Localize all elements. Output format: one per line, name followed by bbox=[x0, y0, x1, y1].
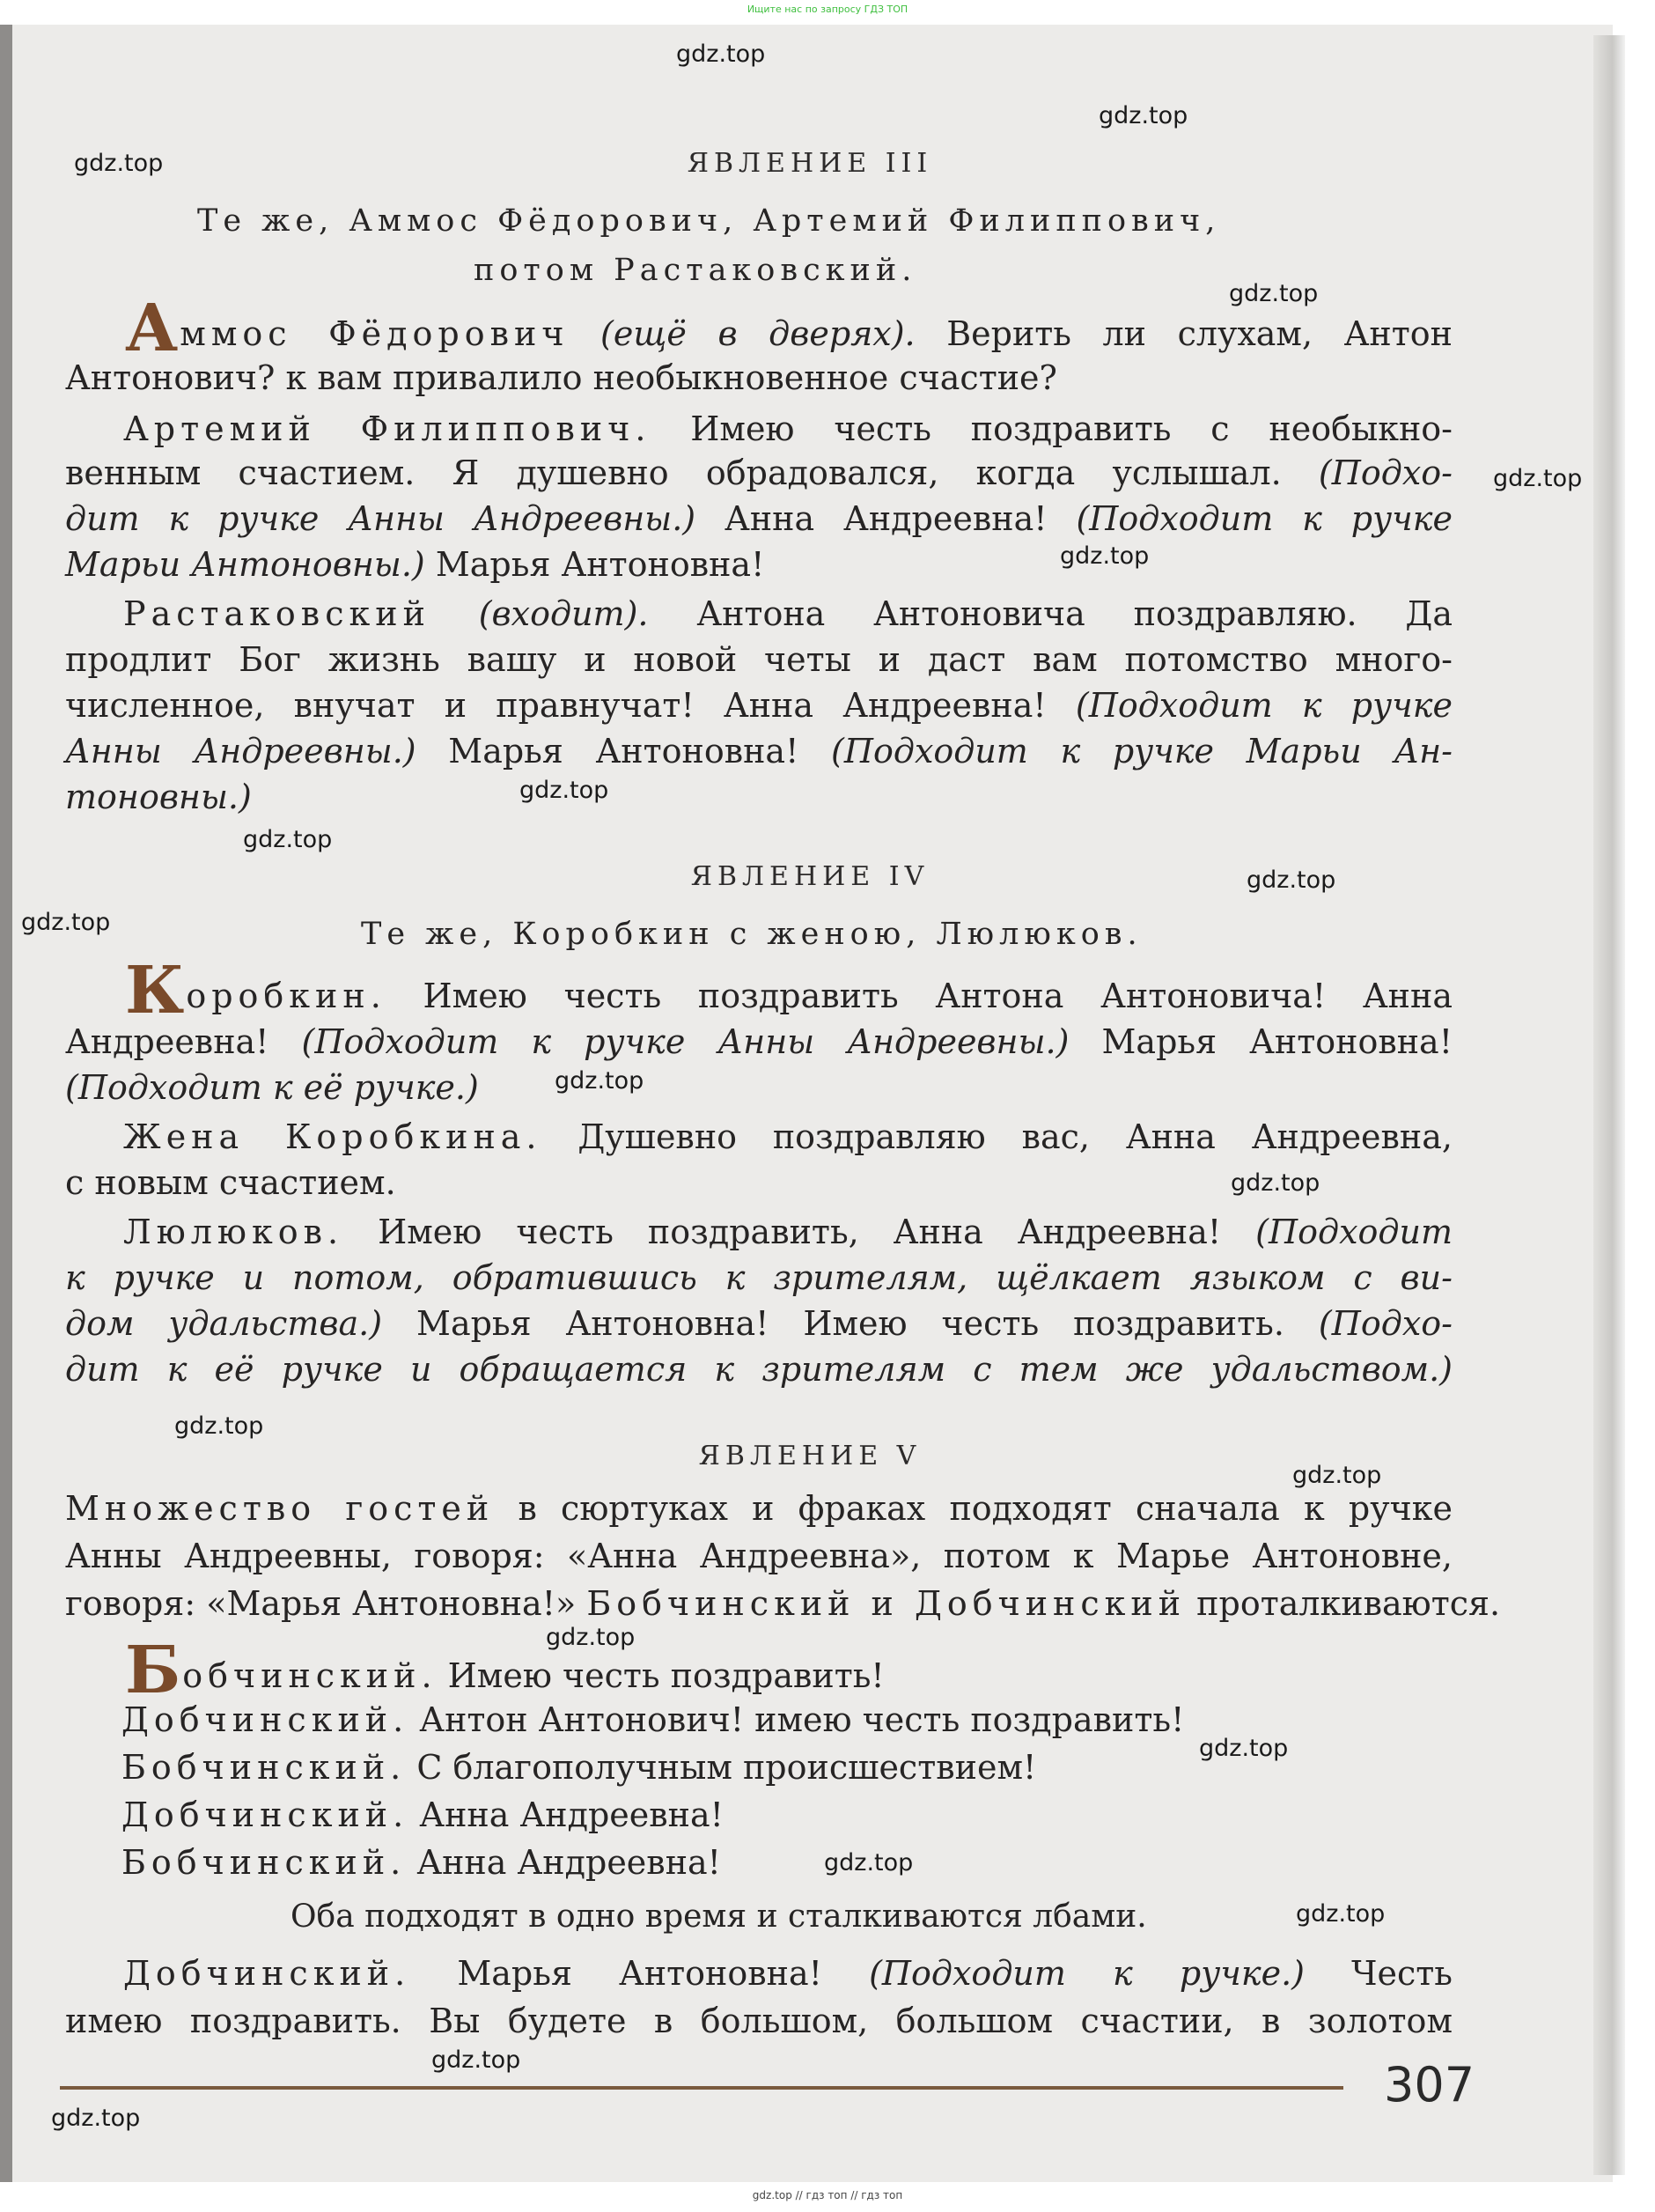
speaker-name: оробкин. bbox=[186, 977, 386, 1015]
dialogue-line bbox=[65, 729, 1453, 773]
watermark: gdz.top bbox=[519, 777, 609, 804]
watermark: gdz.top bbox=[1296, 1900, 1386, 1928]
dialogue-text: Марья Антоновна! bbox=[1101, 1022, 1453, 1061]
watermark: gdz.top bbox=[1493, 465, 1583, 492]
page-number: 307 bbox=[1384, 2057, 1475, 2112]
dialogue-line bbox=[65, 1486, 1453, 1530]
dialogue-line bbox=[121, 1840, 721, 1884]
stage-direction: Марьи Антоновны.) bbox=[65, 545, 425, 584]
dialogue-line bbox=[65, 542, 764, 586]
dialogue-text: С благополучным происшествием! bbox=[416, 1748, 1037, 1787]
dialogue-line bbox=[123, 1115, 1453, 1159]
dialogue-text: Антона Антоновича поздравляю. Да bbox=[696, 594, 1453, 633]
drop-cap: К bbox=[125, 953, 185, 1029]
dialogue-text: проталкиваются. bbox=[1196, 1584, 1501, 1623]
drop-cap: А bbox=[125, 291, 179, 366]
watermark: gdz.top bbox=[546, 1624, 636, 1651]
speaker-name: Жена Коробкина. bbox=[123, 1117, 542, 1156]
speaker-name: Добчинский. bbox=[123, 1954, 411, 1993]
stage-direction: (Подхо- bbox=[1318, 453, 1453, 492]
watermark: gdz.top bbox=[21, 909, 111, 936]
stage-direction: дом удальства.) bbox=[65, 1304, 383, 1343]
watermark: gdz.top bbox=[1099, 102, 1188, 129]
watermark: gdz.top bbox=[51, 2105, 141, 2132]
bottom-note: gdz.top // гдз топ // гдз топ bbox=[752, 2189, 903, 2201]
dialogue-text: говоря: «Марья Антоновна!» bbox=[65, 1584, 577, 1623]
dialogue-text: Анна Андреевна! bbox=[416, 1843, 721, 1882]
stage-direction: к ручке и потом, обратившись к зрителям, щёлкает языком с ви- bbox=[65, 1258, 1453, 1297]
dialogue-line: Антонович? к вам привалило необыкновенное счастие? bbox=[65, 358, 1057, 397]
scene-heading: ЯВЛЕНИЕ V bbox=[698, 1441, 922, 1471]
drop-cap: Б bbox=[125, 1633, 181, 1708]
speaker-name: Бобчинский. bbox=[121, 1843, 407, 1882]
watermark: gdz.top bbox=[431, 2046, 521, 2074]
dialogue-line bbox=[65, 497, 1453, 541]
speaker-name: ммос Фёдорович bbox=[180, 314, 570, 353]
speaker-name: обчинский. bbox=[182, 1656, 438, 1695]
dialogue-text: Имею честь поздравить с необыкно- bbox=[690, 409, 1453, 448]
stage-direction: (Подходит к её ручке.) bbox=[65, 1068, 479, 1107]
cast-list: Те же, Коробкин с женою, Люлюков. bbox=[361, 917, 1143, 952]
stage-direction: (Подходит к ручке Анны Андреевны.) bbox=[301, 1022, 1070, 1061]
watermark: gdz.top bbox=[1060, 542, 1150, 570]
watermark: gdz.top bbox=[1292, 1462, 1382, 1489]
stage-direction: дит к её ручке и обращается к зрителям с тем же удальством.) bbox=[65, 1350, 1453, 1389]
speaker-name: Люлюков. bbox=[123, 1213, 344, 1251]
stage-direction: тоновны.) bbox=[65, 778, 252, 816]
stage-direction: (Подходит bbox=[1255, 1213, 1453, 1251]
page-left-edge bbox=[0, 25, 12, 2182]
dialogue-text: в сюртуках и фраках подходят сначала к ручке bbox=[518, 1489, 1453, 1528]
watermark: gdz.top bbox=[1199, 1735, 1289, 1762]
speaker-name: Артемий Филиппович. bbox=[123, 409, 651, 448]
dialogue-text: Имею честь поздравить! bbox=[447, 1656, 885, 1695]
speaker-name: Растаковский bbox=[123, 594, 430, 633]
dialogue-line: Анны Андреевны, говоря: «Анна Андреевна», потом к Марье Антоновне, bbox=[65, 1537, 1453, 1575]
scene-heading: ЯВЛЕНИЕ IV bbox=[690, 861, 930, 892]
dialogue-line bbox=[65, 683, 1453, 727]
dialogue-text: численное, внучат и правнучат! Анна Андреевна! bbox=[65, 686, 1047, 725]
dialogue-text: Имею честь поздравить, Анна Андреевна! bbox=[378, 1213, 1222, 1251]
watermark: gdz.top bbox=[824, 1849, 914, 1877]
speaker-name: Множество гостей bbox=[65, 1489, 495, 1528]
dialogue-text: Марья Антоновна! bbox=[448, 732, 799, 771]
stage-direction: Оба подходят в одно время и сталкиваются лбами. bbox=[291, 1899, 1147, 1935]
dialogue-line bbox=[121, 1745, 1036, 1789]
dialogue-text: Андреевна! bbox=[65, 1022, 269, 1061]
dialogue-line bbox=[125, 953, 1453, 1029]
stage-direction: (ещё в дверях). bbox=[600, 314, 916, 353]
stage-direction: (Подходит к ручке bbox=[1076, 499, 1453, 538]
page-right-edge bbox=[1593, 35, 1625, 2175]
dialogue-text: Анна Андреевна! bbox=[725, 499, 1048, 538]
top-note: Ищите нас по запросу ГДЗ ТОП bbox=[747, 4, 908, 15]
stage-direction: (входит). bbox=[478, 594, 649, 633]
dialogue-line bbox=[123, 1951, 1453, 1995]
dialogue-text: Анна Андреевна! bbox=[419, 1795, 724, 1834]
cast-list: Те же, Аммос Фёдорович, Артемий Филиппович, bbox=[197, 203, 1221, 239]
dialogue-text: Марья Антоновна! bbox=[457, 1954, 822, 1993]
stage-direction: (Подходит к ручке bbox=[1075, 686, 1453, 725]
dialogue-line bbox=[121, 1793, 724, 1837]
dialogue-line bbox=[121, 1698, 1184, 1742]
dialogue-text: венным счастием. Я душевно обрадовался, когда услышал. bbox=[65, 453, 1282, 492]
watermark: gdz.top bbox=[243, 826, 333, 853]
dialogue-text: Верить ли слухам, Антон bbox=[946, 314, 1453, 353]
watermark: gdz.top bbox=[1229, 280, 1319, 307]
footer-rule bbox=[60, 2086, 1343, 2090]
speaker-name: Добчинский. bbox=[121, 1700, 409, 1739]
watermark: gdz.top bbox=[1231, 1169, 1320, 1197]
dialogue-text: Марья Антоновна! bbox=[435, 545, 765, 584]
dialogue-text: Душевно поздравляю вас, Анна Андреевна, bbox=[577, 1117, 1453, 1156]
watermark: gdz.top bbox=[174, 1412, 264, 1440]
dialogue-line bbox=[65, 1582, 1501, 1626]
dialogue-line bbox=[123, 592, 1453, 636]
stage-direction: (Подходит к ручке Марьи Ан- bbox=[831, 732, 1453, 771]
dialogue-line: продлит Бог жизнь вашу и новой четы и даст вам потомство много- bbox=[65, 640, 1453, 679]
speaker-name: Бобчинский и Добчинский bbox=[586, 1584, 1187, 1623]
stage-direction: (Подхо- bbox=[1318, 1304, 1453, 1343]
watermark: gdz.top bbox=[74, 150, 164, 177]
cast-list: потом Растаковский. bbox=[474, 253, 917, 288]
dialogue-line bbox=[65, 1020, 1453, 1064]
dialogue-text: Честь bbox=[1351, 1954, 1453, 1993]
stage-direction: Анны Андреевны.) bbox=[65, 732, 416, 771]
speaker-name: Добчинский. bbox=[121, 1795, 409, 1834]
dialogue-text: Марья Антоновна! Имею честь поздравить. bbox=[416, 1304, 1284, 1343]
stage-direction: (Подходит к ручке.) bbox=[869, 1954, 1305, 1993]
watermark: gdz.top bbox=[555, 1067, 644, 1095]
watermark: gdz.top bbox=[676, 41, 766, 68]
dialogue-line bbox=[123, 407, 1453, 451]
dialogue-line: имею поздравить. Вы будете в большом, большом счастии, в золотом bbox=[65, 2002, 1453, 2040]
watermark: gdz.top bbox=[1247, 866, 1336, 894]
dialogue-text: Антон Антонович! имею честь поздравить! bbox=[419, 1700, 1185, 1739]
dialogue-text: Имею честь поздравить Антона Антоновича! Анна bbox=[423, 977, 1453, 1015]
dialogue-line: с новым счастием. bbox=[65, 1163, 396, 1202]
stage-direction: дит к ручке Анны Андреевны.) bbox=[65, 499, 696, 538]
dialogue-line bbox=[65, 1301, 1453, 1346]
dialogue-line bbox=[123, 1210, 1453, 1254]
scene-heading: ЯВЛЕНИЕ III bbox=[687, 148, 933, 179]
speaker-name: Бобчинский. bbox=[121, 1748, 407, 1787]
dialogue-line bbox=[65, 451, 1453, 495]
